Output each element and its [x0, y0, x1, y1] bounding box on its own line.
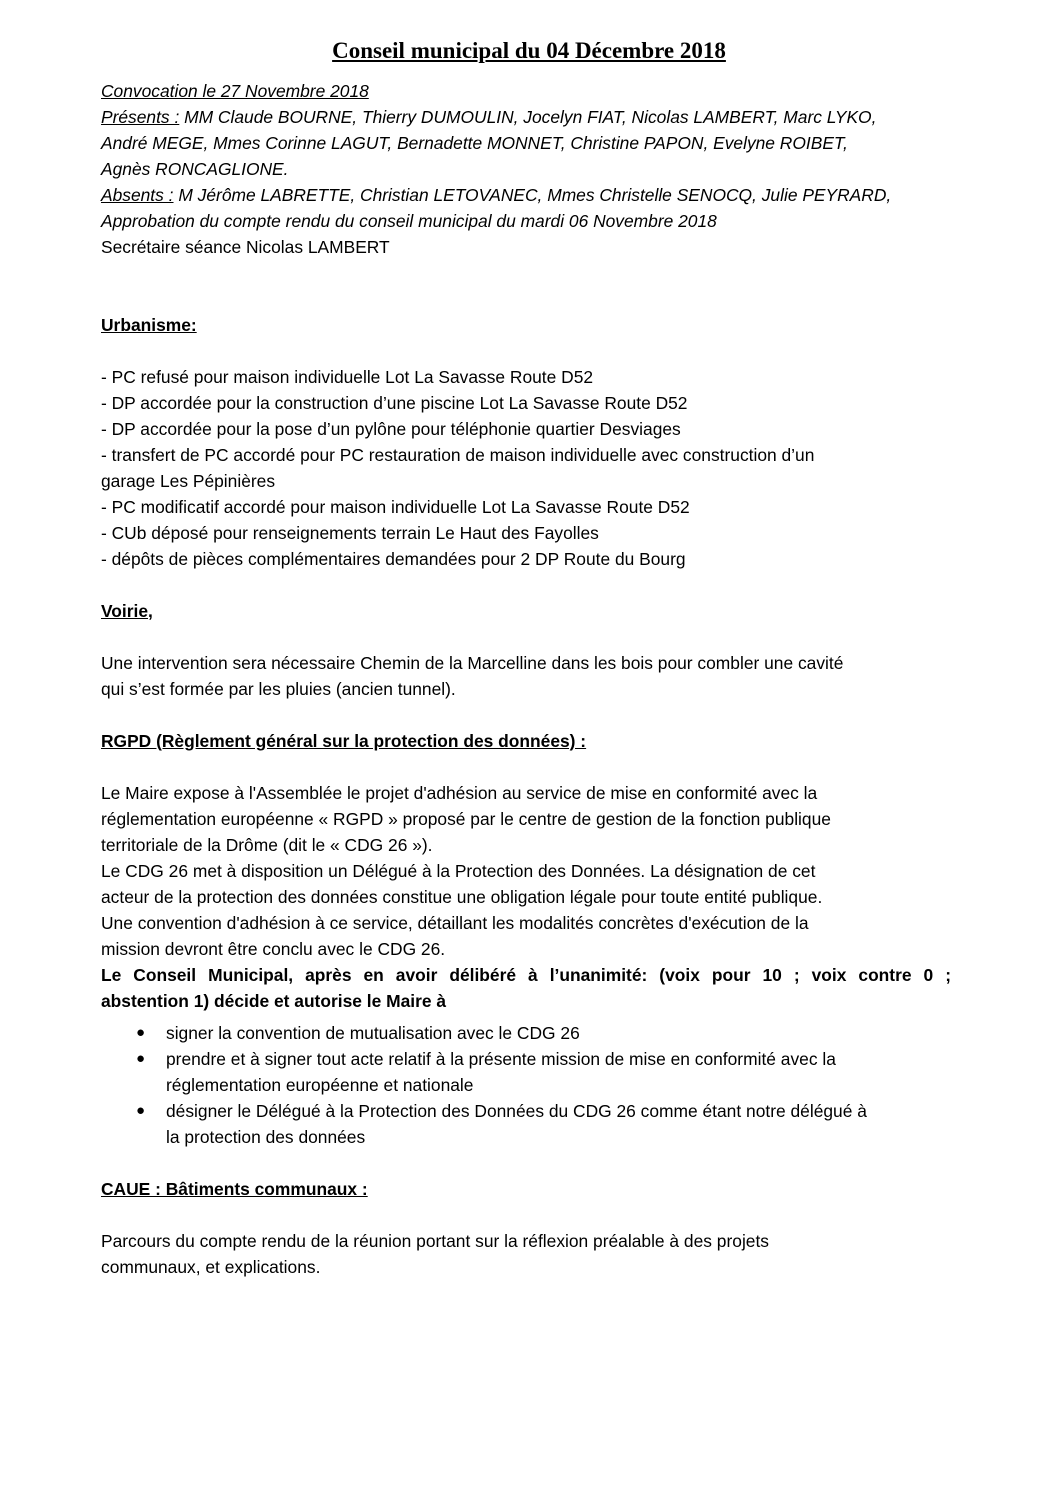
rgpd-line: acteur de la protection des données constitue une obligation légale pour toute entité publique.: [101, 887, 823, 907]
bullet-icon: ●: [136, 1024, 146, 1041]
urbanisme-item: - dépôts de pièces complémentaires demandées pour 2 DP Route du Bourg: [101, 549, 686, 569]
rgpd-line: Le Maire expose à l'Assemblée le projet d'adhésion au service de mise en conformité avec la: [101, 783, 818, 803]
voirie-heading: Voirie,: [101, 601, 153, 621]
rgpd-decision-line-1: Le Conseil Municipal, après en avoir délibéré à l’unanimité: (voix pour 10 ; voix contre 0 ;: [101, 965, 951, 985]
urbanisme-item: - CUb déposé pour renseignements terrain Le Haut des Fayolles: [101, 523, 599, 543]
convocation-line: [101, 78, 951, 104]
rgpd-bullet-list: [101, 1020, 951, 1150]
presents-text: MM Claude BOURNE, Thierry DUMOULIN, Jocelyn FIAT, Nicolas LAMBERT, Marc LYKO,: [179, 107, 877, 127]
urbanisme-section: [101, 312, 951, 572]
rgpd-heading: RGPD (Règlement général sur la protection des données) :: [101, 731, 587, 751]
secretaire-line: Secrétaire séance Nicolas LAMBERT: [101, 237, 390, 257]
page-title: Conseil municipal du 04 Décembre 2018: [332, 38, 726, 63]
presents-line-1: [101, 104, 951, 130]
presents-line-3: Agnès RONCAGLIONE.: [101, 159, 289, 179]
rgpd-line: mission devront être conclu avec le CDG 26.: [101, 939, 446, 959]
list-item: [101, 1020, 951, 1046]
bullet-icon: ●: [136, 1050, 146, 1067]
bullet-text: réglementation européenne et nationale: [166, 1075, 474, 1095]
convocation-text: Convocation le 27 Novembre 2018: [101, 81, 369, 101]
bullet-icon: ●: [136, 1102, 146, 1119]
absents-label: Absents :: [101, 185, 174, 205]
rgpd-line: territoriale de la Drôme (dit le « CDG 26 »).: [101, 835, 433, 855]
presents-line-2: André MEGE, Mmes Corinne LAGUT, Bernadette MONNET, Christine PAPON, Evelyne ROIBET,: [101, 133, 848, 153]
rgpd-section: [101, 728, 951, 1150]
caue-section: [101, 1176, 951, 1280]
bullet-text: prendre et à signer tout acte relatif à la présente mission de mise en conformité avec la: [166, 1049, 836, 1069]
urbanisme-item: - PC modificatif accordé pour maison individuelle Lot La Savasse Route D52: [101, 497, 690, 517]
urbanisme-item: - DP accordée pour la pose d’un pylône pour téléphonie quartier Desviages: [101, 419, 681, 439]
header-block: [101, 78, 951, 260]
urbanisme-item: - transfert de PC accordé pour PC restauration de maison individuelle avec construction d’un: [101, 445, 815, 465]
absents-text: M Jérôme LABRETTE, Christian LETOVANEC, Mmes Christelle SENOCQ, Julie PEYRARD,: [173, 185, 892, 205]
rgpd-decision-line-2: abstention 1) décide et autorise le Maire à: [101, 991, 447, 1011]
list-item: [101, 1098, 951, 1150]
bullet-text: la protection des données: [166, 1127, 366, 1147]
absents-line: [101, 182, 951, 208]
rgpd-line: réglementation européenne « RGPD » proposé par le centre de gestion de la fonction publique: [101, 809, 831, 829]
voirie-line: Une intervention sera nécessaire Chemin de la Marcelline dans les bois pour combler une cavité: [101, 653, 844, 673]
voirie-section: [101, 598, 951, 702]
list-item: [101, 1046, 951, 1098]
document-page: [101, 38, 951, 1280]
urbanisme-item: - PC refusé pour maison individuelle Lot La Savasse Route D52: [101, 367, 594, 387]
rgpd-line: Le CDG 26 met à disposition un Délégué à la Protection des Données. La désignation de cet: [101, 861, 816, 881]
urbanisme-heading: Urbanisme:: [101, 315, 197, 335]
presents-label: Présents :: [101, 107, 180, 127]
caue-line: communaux, et explications.: [101, 1257, 321, 1277]
urbanisme-item: - DP accordée pour la construction d’une piscine Lot La Savasse Route D52: [101, 393, 688, 413]
rgpd-line: Une convention d'adhésion à ce service, détaillant les modalités concrètes d'exécution de la: [101, 913, 809, 933]
bullet-text: désigner le Délégué à la Protection des Données du CDG 26 comme étant notre délégué à: [166, 1101, 867, 1121]
caue-line: Parcours du compte rendu de la réunion portant sur la réflexion préalable à des projets: [101, 1231, 770, 1251]
caue-heading: CAUE : Bâtiments communaux :: [101, 1179, 368, 1199]
urbanisme-item: garage Les Pépinières: [101, 471, 276, 491]
approbation-line: Approbation du compte rendu du conseil municipal du mardi 06 Novembre 2018: [101, 211, 717, 231]
voirie-line: qui s’est formée par les pluies (ancien tunnel).: [101, 679, 456, 699]
bullet-text: signer la convention de mutualisation avec le CDG 26: [166, 1023, 580, 1043]
